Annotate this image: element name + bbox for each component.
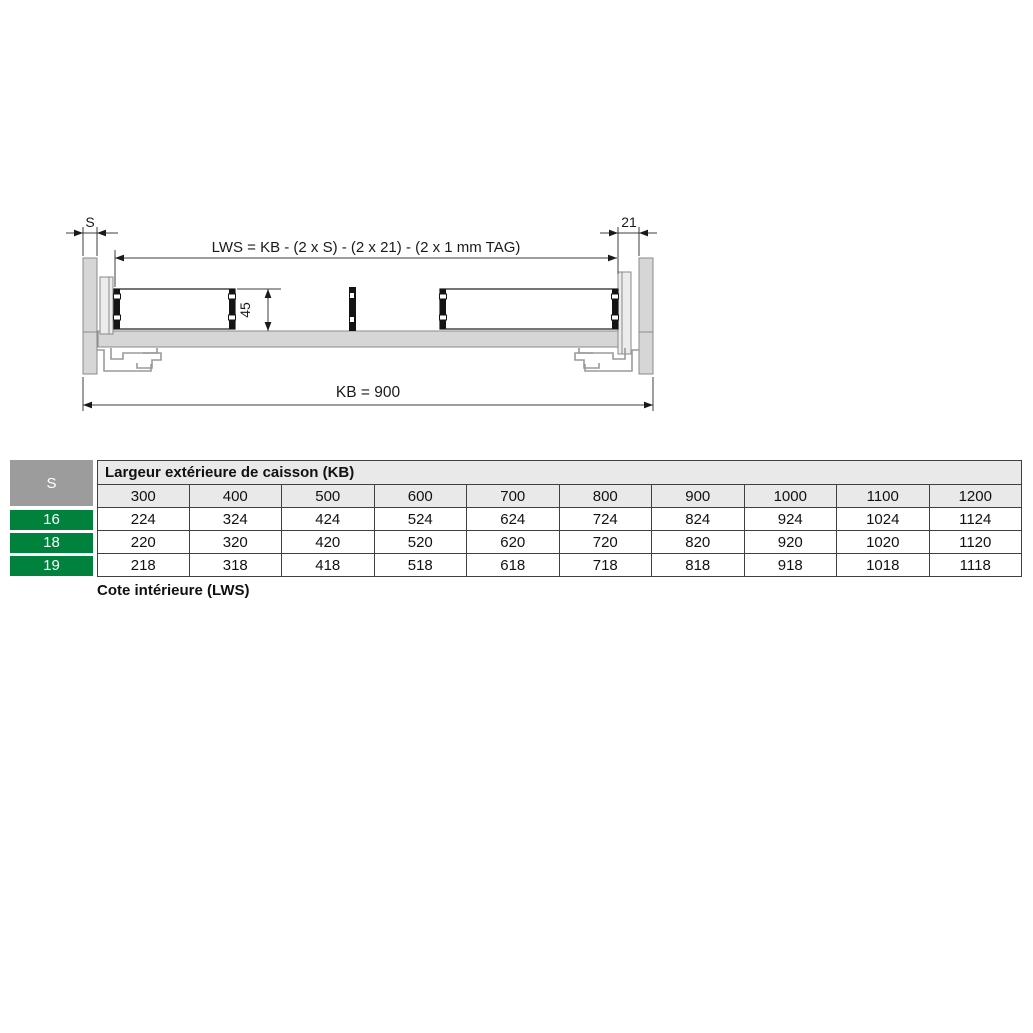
dim-s-label: S [85, 214, 95, 230]
arrowhead [644, 402, 653, 409]
table-cell: 918 [745, 554, 838, 577]
table-cell: 1018 [837, 554, 930, 577]
column-header: 500 [282, 485, 375, 508]
table-cell: 924 [745, 508, 838, 531]
dim-45-label: 45 [237, 302, 253, 318]
technical-diagram [0, 0, 1033, 450]
table-cell: 820 [652, 531, 745, 554]
table-cell: 718 [560, 554, 653, 577]
panel-body [114, 289, 235, 329]
table-cell: 518 [375, 554, 468, 577]
table-cell: 318 [190, 554, 283, 577]
lws-dimension-table [10, 460, 1022, 577]
clip [229, 294, 236, 299]
table-cell: 424 [282, 508, 375, 531]
arrowhead [97, 230, 106, 237]
drawer-back-panel-right [440, 289, 619, 329]
table-cell: 224 [97, 508, 190, 531]
table-cell: 218 [97, 554, 190, 577]
table-cell: 520 [375, 531, 468, 554]
table-cell: 418 [282, 554, 375, 577]
row-header-s16: 16 [10, 510, 93, 530]
table-cell: 920 [745, 531, 838, 554]
drawer-back-panel-left [114, 289, 236, 329]
panel-body [440, 289, 618, 329]
drawer-side-profile-right [618, 272, 631, 354]
table-cell: 720 [560, 531, 653, 554]
arrowhead [115, 255, 124, 262]
row-header-s19: 19 [10, 556, 93, 576]
arrowhead [609, 230, 618, 237]
clip [229, 315, 236, 320]
table-cell: 420 [282, 531, 375, 554]
left-side-panel [83, 258, 97, 374]
table-cell: 618 [467, 554, 560, 577]
dim-kb-label: KB = 900 [335, 384, 401, 401]
dim-lws [115, 239, 617, 287]
arrowhead [639, 230, 648, 237]
table-cell: 1118 [930, 554, 1023, 577]
clip [612, 294, 619, 299]
table-cell: 320 [190, 531, 283, 554]
table-cell: 724 [560, 508, 653, 531]
table-cell: 220 [97, 531, 190, 554]
table-kb-title: Largeur extérieure de caisson (KB) [97, 460, 1022, 485]
table-cell: 524 [375, 508, 468, 531]
dim-21-label: 21 [621, 214, 637, 230]
table-cell: 1120 [930, 531, 1023, 554]
table-cell: 324 [190, 508, 283, 531]
arrowhead [265, 289, 272, 298]
center-divider-profile [349, 287, 356, 331]
arrowhead [265, 322, 272, 331]
column-header: 900 [652, 485, 745, 508]
column-header: 700 [467, 485, 560, 508]
column-header: 1000 [745, 485, 838, 508]
arrowhead [608, 255, 617, 262]
table-cell: 824 [652, 508, 745, 531]
divider-clip [350, 317, 354, 322]
lws-formula-label: LWS = KB - (2 x S) - (2 x 21) - (2 x 1 mm TAG) [211, 239, 521, 256]
table-cell: 1124 [930, 508, 1023, 531]
slide-rail-left [97, 348, 161, 371]
table-corner-header: S [10, 460, 93, 506]
arrowhead [83, 402, 92, 409]
dim-kb [83, 377, 653, 411]
column-header: 300 [97, 485, 190, 508]
table-cell: 818 [652, 554, 745, 577]
clip [440, 315, 447, 320]
row-header-s18: 18 [10, 533, 93, 553]
table-caption: Cote intérieure (LWS) [97, 582, 250, 599]
drawer-bottom-panel [98, 331, 628, 347]
arrowhead [74, 230, 83, 237]
drawer-side-profile-left [100, 277, 113, 334]
dim-45 [237, 289, 281, 331]
divider-clip [350, 293, 354, 298]
table-cell: 1024 [837, 508, 930, 531]
table-cell: 1020 [837, 531, 930, 554]
column-header: 800 [560, 485, 653, 508]
column-header: 400 [190, 485, 283, 508]
clip [440, 294, 447, 299]
column-header: 600 [375, 485, 468, 508]
right-side-panel [639, 258, 653, 374]
table-cell: 620 [467, 531, 560, 554]
table-cell: 624 [467, 508, 560, 531]
clip [114, 315, 121, 320]
clip [114, 294, 121, 299]
dim-s [66, 214, 118, 256]
clip [612, 315, 619, 320]
column-header: 1200 [930, 485, 1023, 508]
column-header: 1100 [837, 485, 930, 508]
